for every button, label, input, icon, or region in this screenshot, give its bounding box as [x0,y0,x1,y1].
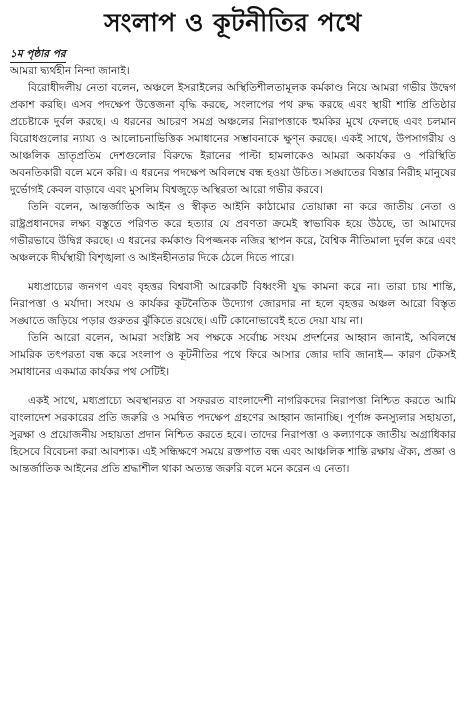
paragraph: মধ্যপ্রাচ্যের জনগণ এবং বৃহত্তর বিশ্ববাসী আরেকটি বিধ্বংসী যুদ্ধ কামনা করে না। তারা চায় শান্তি, নিরাপত্তা ও মর্যাদা। সংযম ও কার্যকর কূটনৈতিক উদ্যোগ জোরদার না হলে বৃহত্তর অঞ্চল আরো বিস্তৃত সঙ্ঘাতে জড়িয়ে পড়ার গুরুতর ঝুঁকিতে রয়েছে। এটি কোনোভাবেই হতে দেয়া যায় না। [10,281,456,327]
paragraph: আমরা দ্ব্যর্থহীন নিন্দা জানাই। [10,65,130,77]
paragraph: তিনি বলেন, আন্তর্জাতিক আইন ও স্বীকৃত আইনি কাঠামোর তোয়াক্কা না করে জাতীয় নেতা ও রাষ্ট্রপ্রধানদের লক্ষ্য বস্তুতে পরিণত করে হত্যার যে প্রবণতা ক্রমেই স্বাভাবিক হয়ে উঠছে, তা আমাদের গভীরভাবে উদ্বিগ্ন করছে। এ ধরনের কর্মকাণ্ড বিপজ্জনক নজির স্থাপন করে, বৈশ্বিক নীতিমালা দুর্বল করে এবং অঞ্চলকে দীর্ঘস্থায়ী বিশৃঙ্খলা ও আইনহীনতার দিকে ঠেলে দিতে পারে। [10,201,456,264]
paragraph: তিনি আরো বলেন, আমরা সংশ্লিষ্ট সব পক্ষকে সর্বোচ্চ সংযম প্রদর্শনের আহ্বান জানাই, অবিলম্বে সামরিক তৎপরতা বন্ধ করে সংলাপ ও কূটনীতির পথে ফিরে আসার জোর দাবি জানাই— কারণ টেকসই সমাধানের একমাত্র কার্যকর পথ সেটিই। [10,332,456,378]
article-body [10,63,456,478]
paragraph: একই সাথে, মধ্যপ্রাচ্যে অবস্থানরত বা সফররত বাংলাদেশী নাগরিকদের নিরাপত্তা নিশ্চিত করতে আমি বাংলাদেশ সরকারের প্রতি জরুরি ও সমন্বিত পদক্ষেপ গ্রহণের আহ্বান জানাচ্ছি। পূর্ণাঙ্গ কনস্যুলার সহায়তা, সুরক্ষা ও প্রয়োজনীয় সহায়তা প্রদান নিশ্চিত করতে হবে। তাদের নিরাপত্তা ও কল্যাণকে জাতীয় অগ্রাধিকার হিসেবে বিবেচনা করা আবশ্যক। এই সন্ধিক্ষণে সময়ে রক্তপাত বন্ধ এবং আঞ্চলিক শান্তি রক্ষায় ঐক্য, প্রজ্ঞা ও আন্তর্জাতিক আইনের প্রতি শ্রদ্ধাশীল থাকা অত্যন্ত জরুরি বলে মনে করেন এ নেতা। [10,395,456,475]
headline: সংলাপ ও কূটনীতির পথে [104,8,362,37]
paragraph: বিরোধীদলীয় নেতা বলেন, অঞ্চলে ইসরাইলের অস্থিতিশীলতামূলক কর্মকাণ্ড নিয়ে আমরা গভীর উদ্বেগ প্রকাশ করছি। এসব পদক্ষেপ উত্তেজনা বৃদ্ধি করছে, সংলাপের পথ রুদ্ধ করছে এবং স্থায়ী শান্তি প্রতিষ্ঠার প্রচেষ্টাকে দুর্বল করছে। এ ধরনের আচরণ সমগ্র অঞ্চলের নিরাপত্তাকে হুমকির মুখে ফেলছে এবং চলমান বিরোধগুলোর ন্যায্য ও আলোচনাভিত্তিক সমাধানের সম্ভাবনাকে ক্ষুণ্ন করছে। একই সাথে, উপসাগরীয় ও আঞ্চলিক ভ্রাতৃপ্রতিম দেশগুলোর বিরুদ্ধে ইরানের পাল্টা হামলাকেও আমরা অকার্যকর ও পরিস্থিতি অবনতিকারী বলে মনে করি। এ ধরনের পদক্ষেপ অবিলম্বে বন্ধ হওয়া উচিত। সঙ্ঘাতের বিস্তার নিরীহ মানুষের দুর্ভোগই কেবল বাড়াবে এবং মুসলিম বিশ্বজুড়ে অস্থিরতা আরো গভীর করবে। [10,82,456,196]
continued-from-label: ১ম পৃষ্ঠার পর [10,47,66,63]
